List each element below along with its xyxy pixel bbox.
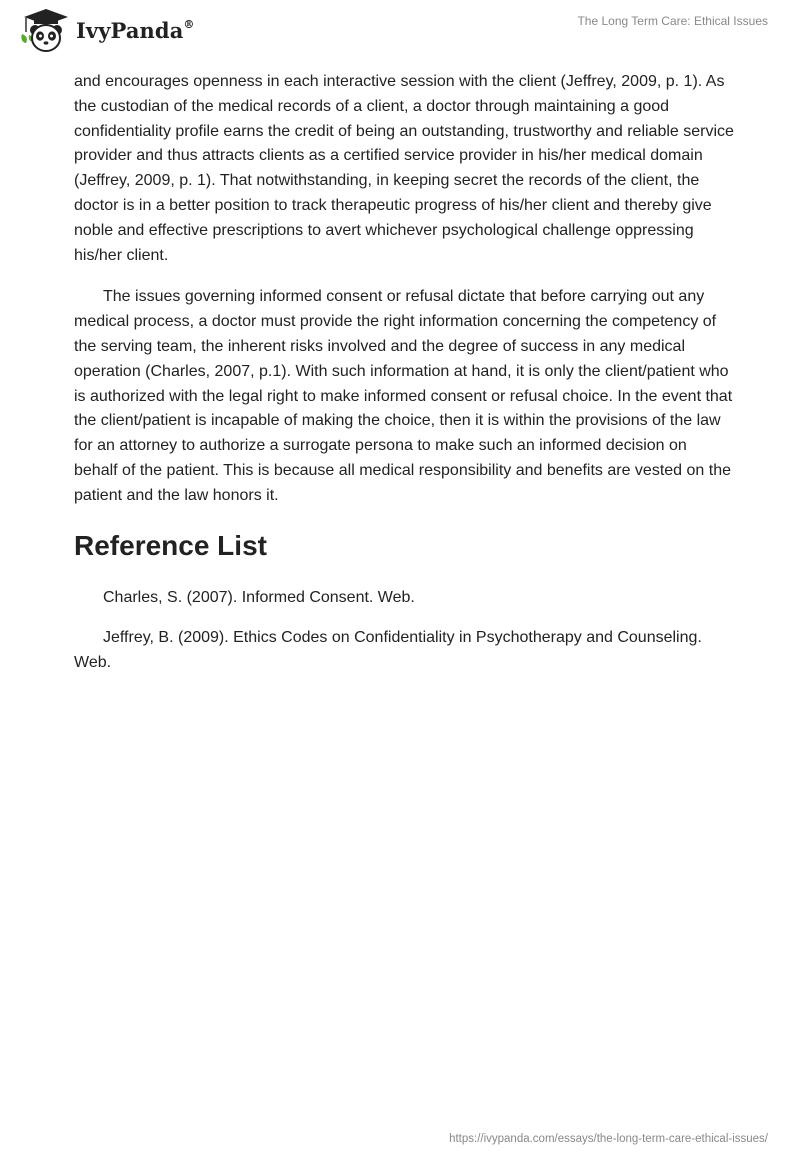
reference-list-heading: Reference List xyxy=(74,529,267,561)
body-paragraph: and encourages openness in each interactive session with the client (Jeffrey, 2009, p. 1). As the custodian of the medical records of a client, a doctor through maintaining a good confidentiality profile earns the credit of being an outstanding, trustworthy and reliable service provider and thus attracts clients as a certified service provider in his/her medical domain (Jeffrey, 2009, p. 1). That notwithstanding, in keeping secret the records of the client, the doctor is in a better position to track therapeutic progress of his/her client and thereby give noble and effective prescriptions to avert whichever psychological challenge oppressing his/her client. xyxy=(74,73,734,264)
document-title: The Long Term Care: Ethical Issues xyxy=(577,14,768,28)
body-paragraph: The issues governing informed consent or refusal dictate that before carrying out any medical process, a doctor must provide the right information concerning the competency of the serving team, the inherent risks involved and the degree of success in any medical operation (Charles, 2007, p.1). With such information at hand, it is only the client/patient who is authorized with the legal right to make informed consent or refusal choice. In the event that the client/patient is incapable of making the choice, then it is within the provisions of the law for an attorney to authorize a surrogate persona to make such an informed decision on behalf of the patient. This is because all medical responsibility and benefits are vested on the patient and the law honors it. xyxy=(74,288,733,504)
panda-graduate-icon xyxy=(16,8,74,52)
reference-item: Charles, S. (2007). Informed Consent. Web. xyxy=(103,588,415,606)
source-url[interactable]: https://ivypanda.com/essays/the-long-term-care-ethical-issues/ xyxy=(449,1133,768,1145)
brand-name: IvyPanda® xyxy=(76,17,195,43)
ivypanda-logo[interactable] xyxy=(16,8,195,52)
reference-item: Jeffrey, B. (2009). Ethics Codes on Confidentiality in Psychotherapy and Counseling. Web. xyxy=(74,629,702,672)
essay-content xyxy=(74,70,734,692)
page-header xyxy=(0,0,800,70)
